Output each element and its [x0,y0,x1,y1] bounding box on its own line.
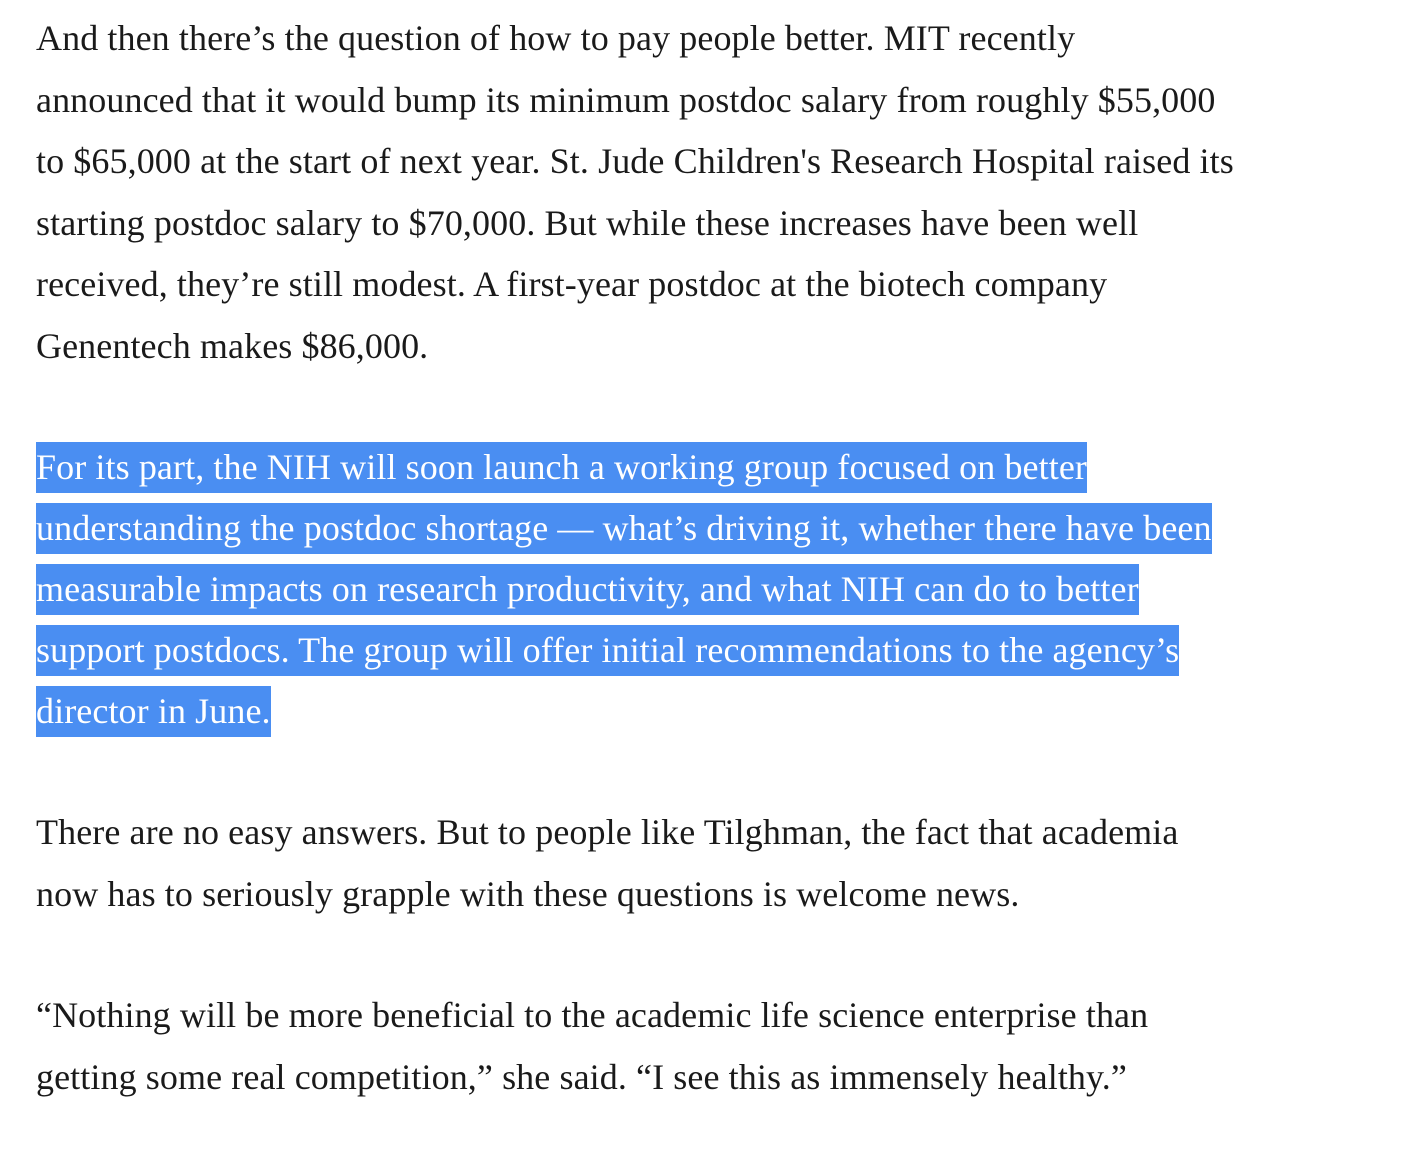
selected-text-line[interactable] [36,437,1396,498]
text-line: to $65,000 at the start of next year. St. Jude Children's Research Hospital raised its [36,141,1234,181]
selected-text-line[interactable] [36,559,1396,620]
text-selection-highlight[interactable]: understanding the postdoc shortage — what’s driving it, whether there have been [36,503,1212,554]
text-selection-highlight[interactable]: For its part, the NIH will soon launch a working group focused on better [36,442,1087,493]
text-selection-highlight[interactable]: measurable impacts on research productivity, and what NIH can do to better [36,564,1139,615]
selected-text-line[interactable] [36,681,1396,742]
text-line: getting some real competition,” she said. “I see this as immensely healthy.” [36,1056,1127,1097]
text-line: Genentech makes $86,000. [36,325,429,366]
paragraph-quote [36,985,1396,1108]
selected-text-line[interactable] [36,498,1396,559]
text-selection-highlight[interactable]: support postdocs. The group will offer initial recommendations to the agency’s [36,625,1179,676]
paragraph-salaries [36,8,1396,377]
text-line: There are no easy answers. But to people like Tilghman, the fact that academia [36,812,1179,852]
article-body [36,8,1396,1168]
text-line: received, they’re still modest. A first-year postdoc at the biotech company [36,264,1108,304]
paragraph-no-easy-answers [36,802,1396,925]
text-line: “Nothing will be more beneficial to the academic life science enterprise than [36,995,1149,1035]
text-line: announced that it would bump its minimum postdoc salary from roughly $55,000 [36,79,1216,120]
selected-text-line[interactable] [36,620,1396,681]
text-line: now has to seriously grapple with these questions is welcome news. [36,873,1020,914]
text-line: starting postdoc salary to $70,000. But while these increases have been well [36,202,1139,243]
text-selection-highlight[interactable]: director in June. [36,686,271,737]
text-line: And then there’s the question of how to pay people better. MIT recently [36,18,1076,58]
paragraph-nih-working-group-selected[interactable] [36,437,1396,742]
